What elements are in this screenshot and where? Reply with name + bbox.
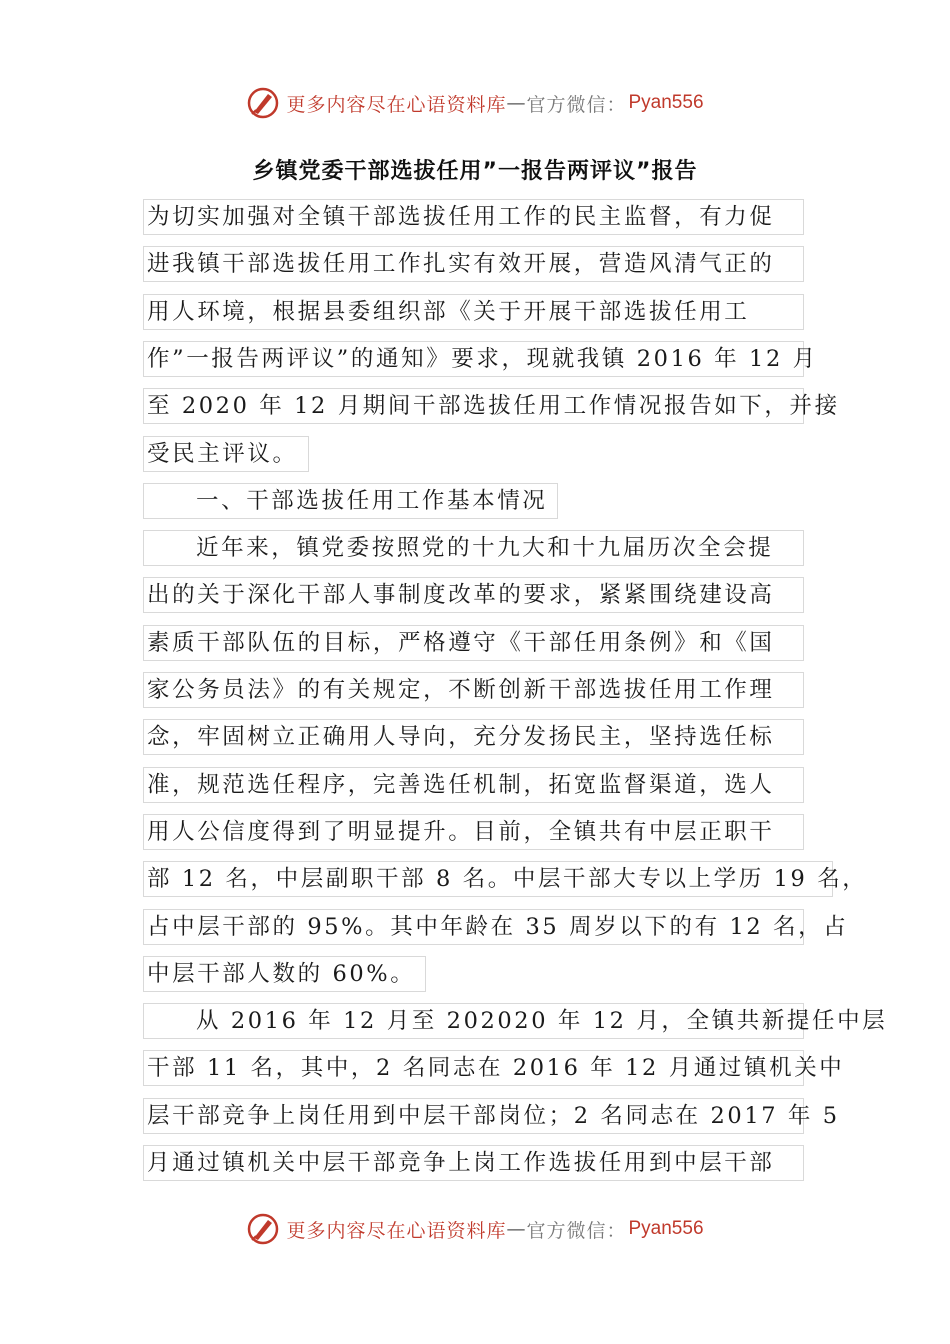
text-line: 中层干部人数的 60%。 (143, 956, 426, 992)
text-line: 月通过镇机关中层干部竞争上岗工作选拔任用到中层干部 (143, 1145, 804, 1181)
text-line: 作”一报告两评议”的通知》要求，现就我镇 2016 年 12 月 (143, 341, 804, 377)
banner-wechat-id: Pyan556 (628, 92, 704, 113)
text-line: 干部 11 名，其中，2 名同志在 2016 年 12 月通过镇机关中 (143, 1050, 804, 1086)
quill-pen-logo-icon (246, 1212, 280, 1246)
text-line: 准，规范选任程序，完善选任机制，拓宽监督渠道，选人 (143, 767, 804, 803)
text-line: 至 2020 年 12 月期间干部选拔任用工作情况报告如下，并接 (143, 388, 804, 424)
text-line: 受民主评议。 (143, 436, 309, 472)
text-line: 用人公信度得到了明显提升。目前，全镇共有中层正职干 (143, 814, 804, 850)
banner-separator: — (506, 92, 527, 114)
text-line: 家公务员法》的有关规定，不断创新干部选拔任用工作理 (143, 672, 804, 708)
quill-pen-logo-icon (246, 86, 280, 120)
text-line: 为切实加强对全镇干部选拔任用工作的民主监督，有力促 (143, 199, 804, 235)
footer-banner (0, 1212, 950, 1246)
text-line: 进我镇干部选拔任用工作扎实有效开展，营造风清气正的 (143, 246, 804, 282)
text-line: 部 12 名，中层副职干部 8 名。中层干部大专以上学历 19 名， (143, 861, 833, 897)
text-line: 用人环境，根据县委组织部《关于开展干部选拔任用工 (143, 294, 804, 330)
banner-brand-text: 更多内容尽在心语资料库 (286, 1219, 507, 1242)
text-line: 从 2016 年 12 月至 202020 年 12 月，全镇共新提任中层 (143, 1003, 804, 1039)
text-line: 近年来，镇党委按照党的十九大和十九届历次全会提 (143, 530, 804, 566)
document-title: 乡镇党委干部选拔任用”一报告两评议”报告 (252, 159, 698, 184)
text-line: 一、干部选拔任用工作基本情况 (143, 483, 558, 519)
text-line: 层干部竞争上岗任用到中层干部岗位；2 名同志在 2017 年 5 (143, 1098, 804, 1134)
banner-wechat-id: Pyan556 (628, 1218, 704, 1239)
banner-brand-text: 更多内容尽在心语资料库 (286, 93, 507, 116)
text-line: 素质干部队伍的目标，严格遵守《干部任用条例》和《国 (143, 625, 804, 661)
text-line: 念，牢固树立正确用人导向，充分发扬民主，坚持选任标 (143, 719, 804, 755)
text-line: 出的关于深化干部人事制度改革的要求，紧紧围绕建设高 (143, 577, 804, 613)
header-banner (0, 86, 950, 120)
text-line: 占中层干部的 95%。其中年龄在 35 周岁以下的有 12 名，占 (143, 909, 804, 945)
banner-wechat-label: 官方微信： (526, 1219, 627, 1242)
banner-wechat-label: 官方微信： (526, 93, 627, 116)
banner-separator: — (506, 1218, 527, 1240)
